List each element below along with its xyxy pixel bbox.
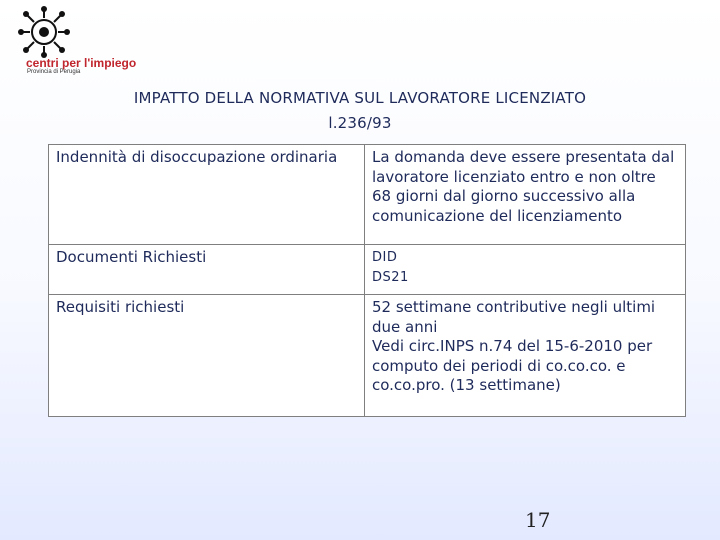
logo-emblem-icon: [18, 6, 78, 58]
row-content: [365, 295, 686, 417]
row-content: [365, 245, 686, 295]
row-content-line: DID: [372, 250, 398, 265]
logo-subtitle: Provincia di Perugia: [27, 69, 81, 75]
row-content: [365, 145, 686, 245]
row-content-line: Vedi circ.INPS n.74 del 15-6-2010 per computo dei periodi di co.co.co. e co.co.pro. (13 settimane): [372, 337, 653, 394]
logo-name: centri per l'impiego: [26, 56, 137, 70]
row-label: Indennità di disoccupazione ordinaria: [49, 145, 365, 245]
row-label: Documenti Richiesti: [49, 245, 365, 295]
table-row: [49, 245, 686, 295]
page-title: IMPATTO DELLA NORMATIVA SUL LAVORATORE LICENZIATO: [133, 89, 587, 107]
table-row: [49, 145, 686, 245]
row-label: Requisiti richiesti: [49, 295, 365, 417]
row-content-line: DS21: [372, 269, 409, 285]
content-table: [48, 144, 686, 417]
row-content-line: La domanda deve essere presentata dal lavoratore licenziato entro e non oltre 68 giorni dal giorno successivo alla comunicazione del licenziamento: [372, 148, 675, 225]
page-number: 17: [525, 508, 551, 532]
page-subtitle: l.236/93: [328, 114, 392, 132]
table-row: [49, 295, 686, 417]
row-content-line: 52 settimane contributive negli ultimi due anni: [372, 298, 656, 336]
logo: [18, 6, 138, 76]
